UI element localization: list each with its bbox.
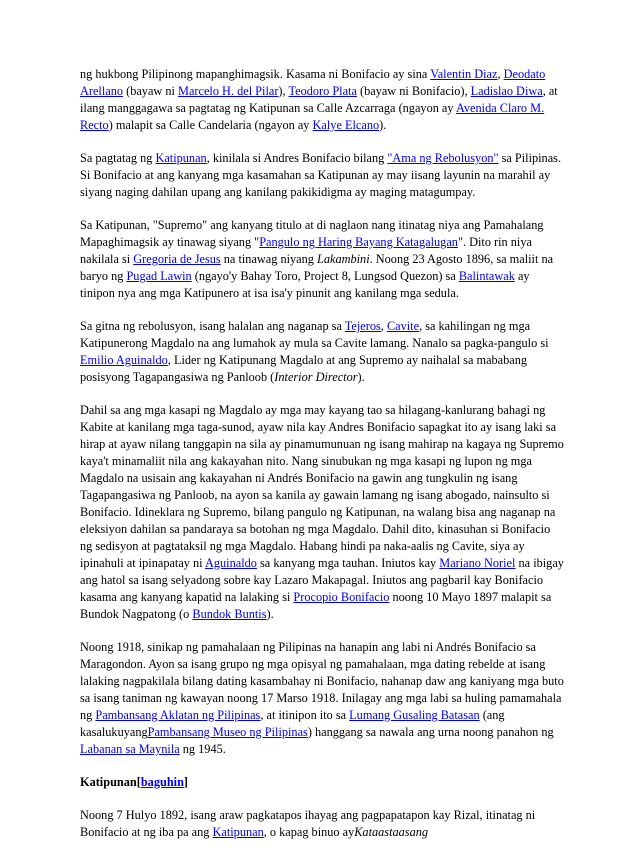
link-pangulo-haring-bayang[interactable]: Pangulo ng Haring Bayang Katagalugan [259,235,458,249]
text: (ngayo'y Bahay Toro, Project 8, Lungsod Quezon) sa [191,269,459,283]
text: na tinawag niyang [220,252,318,266]
text: ), [278,84,289,98]
link-bundok-buntis[interactable]: Bundok Buntis [192,607,267,621]
text: sa Pilipinas. Si Bonifacio at ang kanyang mga kasamahan sa Katipunan ay may iisang layunin na marahil ay siyang naging dahilan upang ang kanilang pakikidigma ay maging matagumpay. [80,151,562,199]
text: Noong 7 Hulyo 1892, isang araw pagkatapos ihayag ang pagpapatapon kay Rizal, itinatag ni Bonifacio at ng iba pa ang [80,808,536,839]
section-heading-katipunan [80,774,564,791]
link-emilio-aguinaldo[interactable]: Emilio Aguinaldo [80,353,168,367]
link-pambansang-aklatan[interactable]: Pambansang Aklatan ng Pilipinas [95,708,261,722]
link-ama-ng-rebolusyon[interactable]: "Ama ng Rebolusyon" [387,151,499,165]
text: . Noong 23 Agosto 1896, sa maliit na baryo ng [80,252,554,283]
text: , o kapag binuo ay [263,825,355,839]
link-pugad-lawin[interactable]: Pugad Lawin [126,269,192,283]
paragraph-tejeros [80,318,564,386]
text: ) malapit sa Calle Candelaria (ngayon ay [108,118,313,132]
bracket: ] [183,775,189,789]
link-balintawak[interactable]: Balintawak [458,269,515,283]
text: ). [357,370,365,384]
paragraph-labi [80,639,564,758]
paragraph-ama-ng-rebolusyon [80,150,564,201]
text: ). [379,118,387,132]
link-valentin-diaz[interactable]: Valentin Diaz [430,67,498,81]
link-deodato-arellano[interactable]: Deodato Arellano [80,67,546,98]
text: ng 1945. [179,742,226,756]
link-ladislao-diwa[interactable]: Ladislao Diwa [470,84,543,98]
paragraph-katipunan-founding [80,807,564,841]
text: Dahil sa ang mga kasapi ng Magdalo ay mga may kayang tao sa hilagang-kanlurang bahagi ng Kabite at kanilang mga taga-sunod, ayaw nila kay Andres Bonifacio sapagkat ito ay isang laki sa hirap at ayaw nilang tanggapin na sila ay pinamumunuan ng isang mahirap na kagaya ng Supremo kaya't minamaliit nila ang kakayahan nito. Nang sinubukan ng mga kasapi ng lupon ng mga Magdalo na usisain ang kakayahan ni Andrés Bonifacio na gawin ang tungkulin ng isang Tagapangasiwa ng Panloob, na ayon sa kanila ay gawain lamang ng isang abogado, nainsulto si Bonifacio. Idineklara ng Supremo, bilang pangulo ng Katipunan, na walang bisa ang naganap na eleksiyon dahilan sa pandaraya sa botohan ng mga Magdalo. Dahil dito, kinasuhan si Bonifacio ng sedisyon at pagtataksil ng mga Magdalo. Habang hindi pa naka-aalis ng Cavite, siya ay ipinahuli at ipinapatay ni [80,403,564,570]
text: (bayaw ni Bonifacio), [356,84,471,98]
text: (ang kasalukuyang [80,708,505,739]
heading-title: Katipunan [80,775,137,789]
text: , Lider ng Katipunang Magdalo at ang Supremo ay naihalal sa mababang posisyong Tagapangasiwa ng Panloob ( [80,353,528,384]
text: ng hukbong Pilipinong mapanghimagsik. Kasama ni Bonifacio ay sina [80,67,431,81]
text: , at itinipon ito sa [260,708,350,722]
text: Sa gitna ng rebolusyon, isang halalan ang naganap sa [80,319,345,333]
text: (bayaw ni [123,84,179,98]
text: , kinilala si Andres Bonifacio bilang [206,151,388,165]
link-labanan-sa-maynila[interactable]: Labanan sa Maynila [80,742,180,756]
text: sa kanyang mga tauhan. Iniutos kay [256,556,440,570]
text: Sa Katipunan, "Supremo" ang kanyang titulo at di naglaon nang itinatag niya ang Pamahalang Mapaghimagsik ay tinawag siyang " [80,218,544,249]
text: ay tinipon nya ang mga Katipunero at isa isa'y pinunit ang kanilang mga sedula. [80,269,530,300]
paragraph-magdalo [80,402,564,623]
link-marcelo-del-pilar[interactable]: Marcelo H. del Pilar [178,84,279,98]
text: , at ilang manggagawa sa pagtatag ng Katipunan sa Calle Azcarraga (ngayon ay [80,84,558,115]
text: na ibigay ang hatol sa isang selyadong sobre kay Lazaro Makapagal. Iniutos ang pagbaril kay Bonifacio kasama ang kanyang kapatid na lalaking si [80,556,564,604]
link-katipunan[interactable]: Katipunan [155,151,207,165]
text: , [380,319,387,333]
link-katipunan-2[interactable]: Katipunan [212,825,264,839]
link-mariano-noriel[interactable]: Mariano Noriel [439,556,516,570]
link-teodoro-plata[interactable]: Teodoro Plata [288,84,357,98]
bracket: [ [136,775,141,789]
link-kalye-elcano[interactable]: Kalye Elcano [312,118,380,132]
link-avenida-claro-m-recto[interactable]: Avenida Claro M. Recto [80,101,545,132]
document-page [80,66,564,857]
emphasis-kataastaasang: Kataastaasang [354,825,429,839]
link-lumang-gusaling-batasan[interactable]: Lumang Gusaling Batasan [349,708,480,722]
text: Sa pagtatag ng [80,151,156,165]
link-cavite[interactable]: Cavite [386,319,420,333]
text: , sa kahilingan ng mga Katipunerong Magdalo na ang lumahok ay mula sa Cavite lamang. Nanalo sa pagka-pangulo si [80,319,549,350]
paragraph-supremo [80,217,564,302]
paragraph-founders [80,66,564,134]
text: noong 10 Mayo 1897 malapit sa Bundok Nagpatong (o [80,590,552,621]
link-pambansang-museo[interactable]: Pambansang Museo ng Pilipinas [147,725,308,739]
emphasis-interior-director: Interior Director [274,370,358,384]
edit-section-link[interactable]: baguhin [140,775,184,789]
text: Noong 1918, sinikap ng pamahalaan ng Pilipinas na hanapin ang labi ni Andrés Bonifacio sa Maragondon. Ayon sa isang grupo ng mga opisyal ng pamahalaan, mga dating rebelde at isang lalaking nagpakilala bilang dating kasambahay ni Bonifacio, nahanap daw ang kaniyang mga buto sa isang taniman ng kawayan noong 17 Marso 1918. Inilagay ang mga labi sa huling pamamahala ng [80,640,564,722]
link-gregoria-de-jesus[interactable]: Gregoria de Jesus [133,252,221,266]
text: ) hanggang sa nawala ang urna noong panahon ng [307,725,554,739]
link-aguinaldo[interactable]: Aguinaldo [205,556,257,570]
text: , [497,67,504,81]
text: ). [266,607,274,621]
text: ". Dito rin niya nakilala si [80,235,532,266]
link-tejeros[interactable]: Tejeros [344,319,381,333]
emphasis-lakambini: Lakambini [317,252,370,266]
link-procopio-bonifacio[interactable]: Procopio Bonifacio [293,590,390,604]
